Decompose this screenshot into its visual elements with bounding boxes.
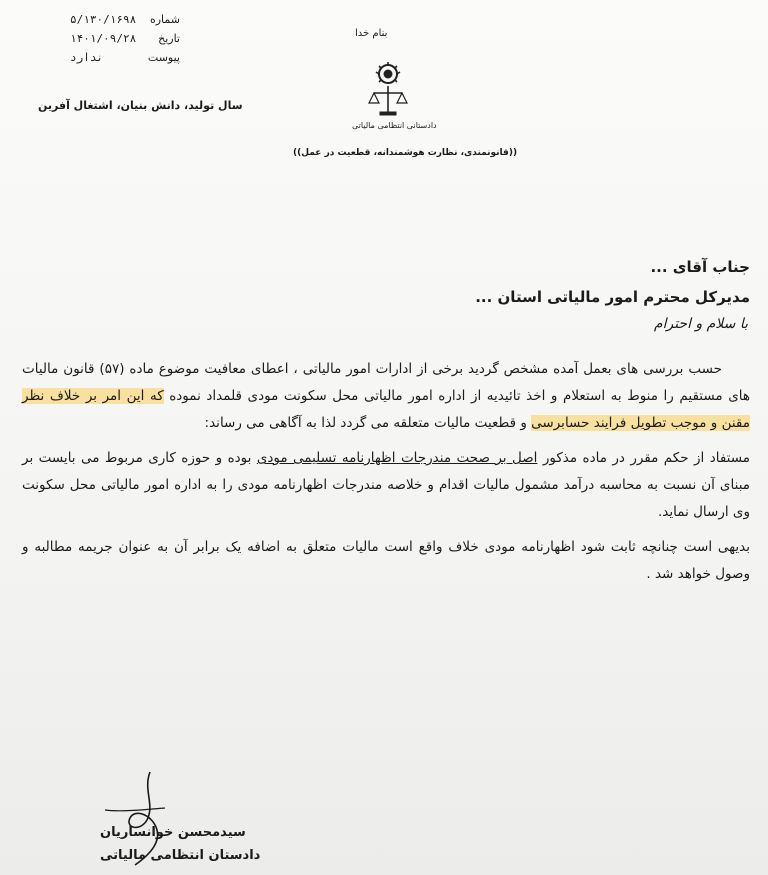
date-label: تاریخ [158, 32, 180, 45]
addressee: مدیرکل محترم امور مالیاتی استان ... [475, 288, 750, 306]
signer-title: دادستان انتظامی مالیاتی [100, 848, 261, 863]
attachment-row [70, 48, 180, 67]
emblem-caption: دادستانی انتظامی مالیاتی [352, 121, 437, 130]
paragraph-2-start: مستفاد از حکم مقرر در ماده مذکور [537, 450, 751, 466]
number-row [70, 10, 180, 29]
number-label: شماره [149, 13, 180, 26]
paragraph-3: بدیهی است چنانچه ثابت شود اظهارنامه مودی خلاف واقع است مالیات متعلق به اضافه یک برابر آن به عنوان جریمه مطالبه و وصول خواهد شد . [22, 539, 750, 582]
emblem-icon [362, 60, 414, 130]
paragraph-1-end: و قطعیت مالیات متعلقه می گردد لذا به آگاهی می رساند: [204, 415, 532, 431]
letter-meta [70, 10, 180, 67]
paragraph-2-end: بوده و حوزه کاری مربوط می بایست بر مبنای آن نسبت به محاسبه درآمد مشمول مالیات اقدام و خلاصه مندرجات اظهارنامه مودی را به اداره امور مالیاتی محل سکونت وی ارسال نماید. [22, 450, 750, 520]
attachment-value: ندارد [70, 51, 104, 64]
signer-name: سیدمحسن خوانساریان [100, 825, 246, 840]
paragraph-2 [22, 445, 750, 526]
highlighted-text: که این امر بر خلاف نظر مقنن و موجب تطویل فرایند حسابرسی [22, 388, 750, 431]
greeting: با سلام و احترام [653, 316, 748, 332]
paragraph-1-start: حسب بررسی های بعمل آمده مشخص گردید برخی از ادارات امور مالیاتی ، اعطای معافیت موضوع ماده (۵۷) قانون مالیات های مستقیم را منوط به استعلام و اخذ تائیدیه از اداره امور مالیاتی محل سکونت مودی قلمداد نموده [22, 361, 751, 404]
date-row [70, 29, 180, 48]
date-value: ۱۴۰۱/۰۹/۲۸ [70, 32, 137, 45]
year-motto: سال تولید، دانش بنیان، اشتغال آفرین [38, 99, 243, 112]
organization-motto: ((قانونمندی، نظارت هوشمندانه، قطعیت در عمل)) [293, 148, 518, 158]
underlined-text: اصل بر صحت مندرجات اظهارنامه تسلیمی مودی [256, 450, 538, 466]
number-value: ۵/۱۳۰/۱۶۹۸ [70, 13, 137, 26]
paragraph-1 [22, 356, 750, 437]
letter-body [22, 356, 750, 596]
besm-header: بنام خدا [355, 28, 388, 39]
salutation: جناب آقای ... [650, 258, 750, 276]
attachment-label: پیوست [147, 51, 180, 64]
